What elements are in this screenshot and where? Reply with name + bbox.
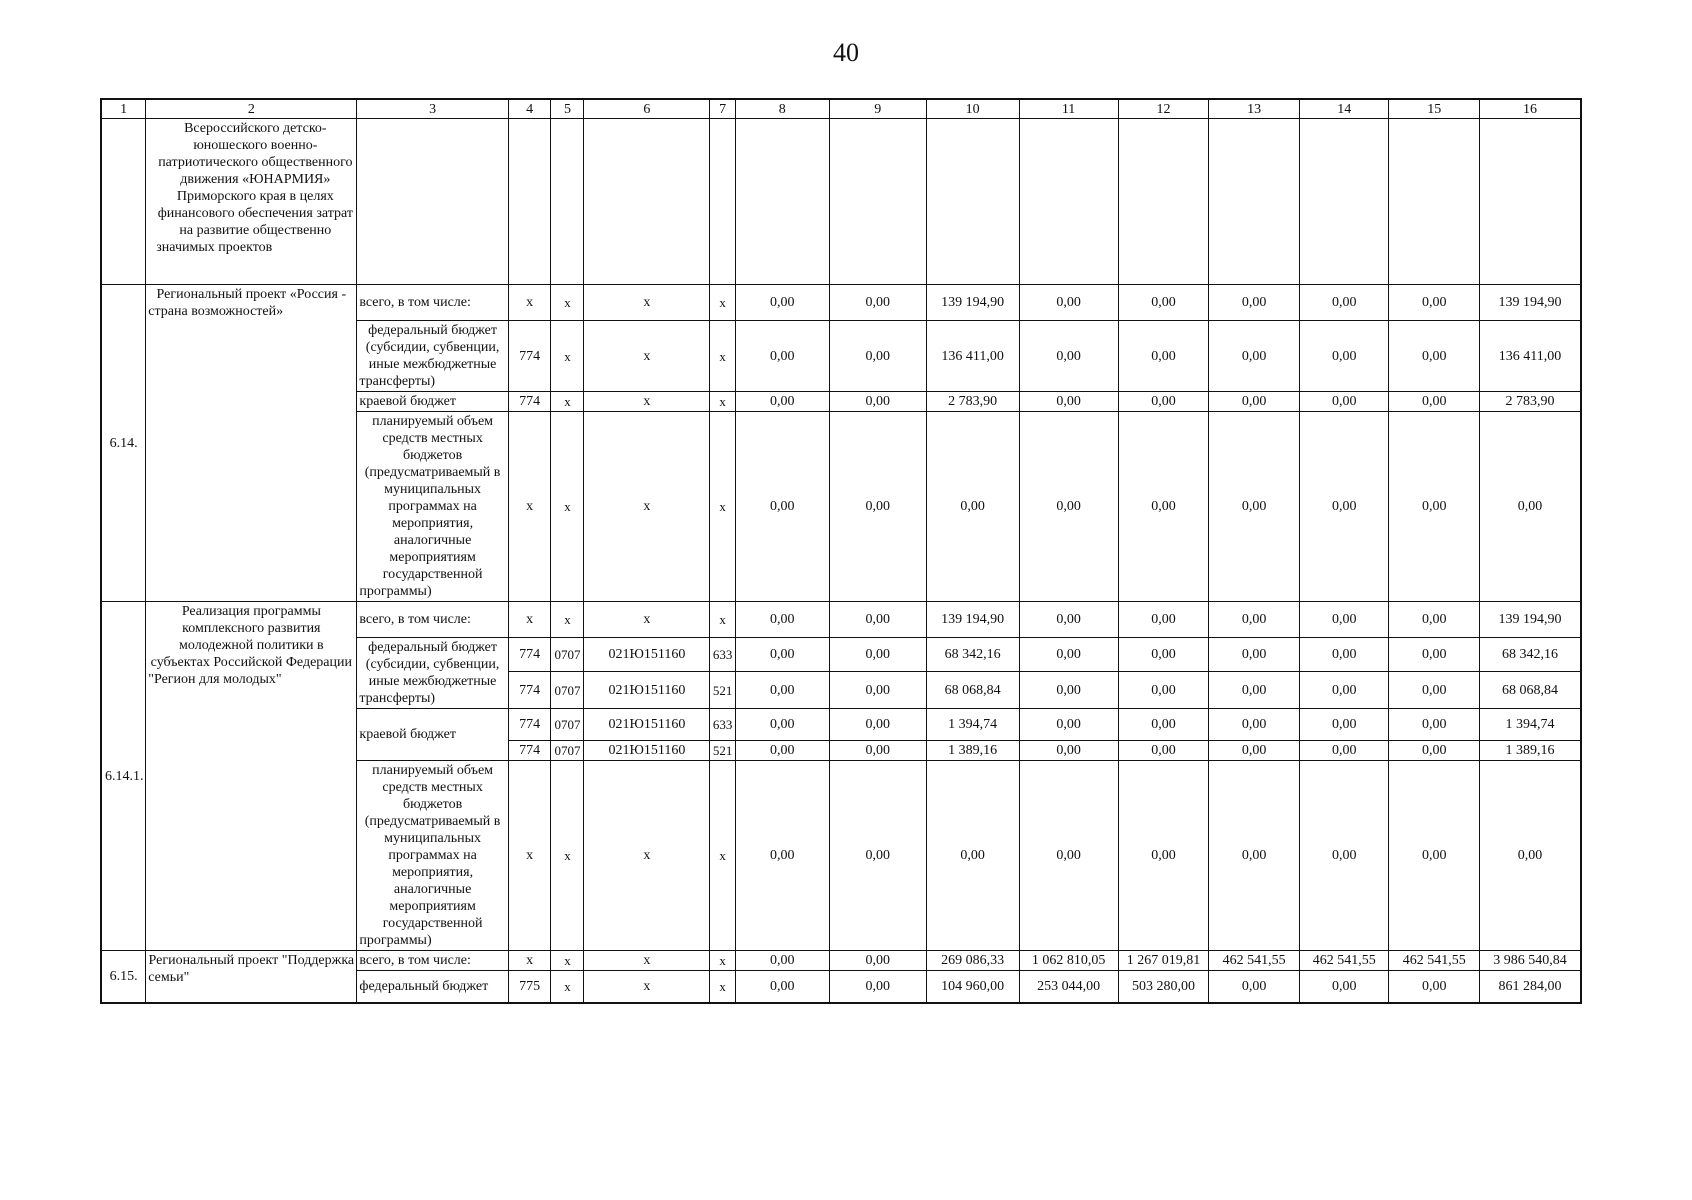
value-cell: 0,00 <box>1299 971 1389 1003</box>
column-header: 9 <box>829 99 926 119</box>
empty-cell <box>1209 119 1300 285</box>
code-cell: 021Ю151160 <box>584 741 710 761</box>
value-cell: 0,00 <box>735 951 829 971</box>
value-cell: 0,00 <box>1299 285 1389 321</box>
value-cell: 253 044,00 <box>1019 971 1118 1003</box>
code-cell: x <box>508 761 551 951</box>
column-header: 14 <box>1299 99 1389 119</box>
value-cell: 0,00 <box>1118 392 1209 412</box>
row-number: 6.15. <box>101 951 146 1003</box>
code-cell: x <box>710 602 736 638</box>
value-cell: 68 342,16 <box>1480 638 1581 672</box>
value-cell: 0,00 <box>1299 602 1389 638</box>
table-row <box>101 285 1581 321</box>
empty-cell <box>1019 119 1118 285</box>
code-cell: x <box>584 285 710 321</box>
value-cell: 0,00 <box>1389 741 1480 761</box>
value-cell: 0,00 <box>735 602 829 638</box>
value-cell: 0,00 <box>1118 602 1209 638</box>
value-cell: 0,00 <box>1299 638 1389 672</box>
value-cell: 0,00 <box>1389 761 1480 951</box>
value-cell: 0,00 <box>829 672 926 709</box>
value-cell: 0,00 <box>829 951 926 971</box>
value-cell: 0,00 <box>1209 412 1300 602</box>
table-row <box>101 602 1581 638</box>
funding-source: краевой бюджет <box>357 709 508 761</box>
code-cell: 0707 <box>551 709 584 741</box>
item-name: Реализация программы комплексного развития молодежной политики в субъектах Российской Федерации "Регион для молодых" <box>146 602 357 951</box>
value-cell: 0,00 <box>1209 741 1300 761</box>
value-cell: 0,00 <box>735 761 829 951</box>
value-cell: 0,00 <box>829 321 926 392</box>
value-cell: 0,00 <box>1118 412 1209 602</box>
value-cell: 861 284,00 <box>1480 971 1581 1003</box>
funding-source: планируемый объем средств местных бюджетов (предусматриваемый в муниципальных программах на мероприятия, аналогичные мероприятиям государственной программы) <box>357 412 508 602</box>
code-cell: x <box>584 761 710 951</box>
value-cell: 1 394,74 <box>926 709 1019 741</box>
code-cell: 774 <box>508 709 551 741</box>
value-cell: 0,00 <box>1019 741 1118 761</box>
value-cell: 0,00 <box>1389 321 1480 392</box>
code-cell: x <box>551 971 584 1003</box>
column-header: 5 <box>551 99 584 119</box>
value-cell: 0,00 <box>1019 602 1118 638</box>
value-cell: 0,00 <box>1209 285 1300 321</box>
value-cell: 0,00 <box>1299 321 1389 392</box>
column-header: 6 <box>584 99 710 119</box>
value-cell: 462 541,55 <box>1299 951 1389 971</box>
value-cell: 0,00 <box>1019 392 1118 412</box>
value-cell: 0,00 <box>1019 709 1118 741</box>
value-cell: 0,00 <box>1389 638 1480 672</box>
code-cell: x <box>551 285 584 321</box>
code-cell: x <box>710 971 736 1003</box>
value-cell: 0,00 <box>1299 412 1389 602</box>
funding-source: всего, в том числе: <box>357 951 508 971</box>
empty-cell <box>508 119 551 285</box>
value-cell: 0,00 <box>926 412 1019 602</box>
value-cell: 136 411,00 <box>1480 321 1581 392</box>
empty-cell <box>1480 119 1581 285</box>
value-cell: 0,00 <box>1118 672 1209 709</box>
value-cell: 462 541,55 <box>1209 951 1300 971</box>
value-cell: 0,00 <box>1209 709 1300 741</box>
value-cell: 1 267 019,81 <box>1118 951 1209 971</box>
value-cell: 0,00 <box>1209 602 1300 638</box>
value-cell: 0,00 <box>1019 672 1118 709</box>
empty-cell <box>551 119 584 285</box>
code-cell: 774 <box>508 672 551 709</box>
code-cell: x <box>584 602 710 638</box>
column-header: 16 <box>1480 99 1581 119</box>
value-cell: 0,00 <box>1118 709 1209 741</box>
value-cell: 0,00 <box>1209 638 1300 672</box>
value-cell: 0,00 <box>735 709 829 741</box>
funding-source: федеральный бюджет (субсидии, субвенции, иные межбюджетные трансферты) <box>357 638 508 709</box>
value-cell: 0,00 <box>1480 761 1581 951</box>
funding-source: всего, в том числе: <box>357 285 508 321</box>
value-cell: 0,00 <box>1019 321 1118 392</box>
value-cell: 2 783,90 <box>926 392 1019 412</box>
value-cell: 68 068,84 <box>1480 672 1581 709</box>
table-body <box>101 99 1581 1003</box>
code-cell: x <box>710 285 736 321</box>
code-cell: x <box>710 392 736 412</box>
value-cell: 68 068,84 <box>926 672 1019 709</box>
value-cell: 462 541,55 <box>1389 951 1480 971</box>
value-cell: 1 062 810,05 <box>1019 951 1118 971</box>
code-cell: 521 <box>710 672 736 709</box>
column-header: 10 <box>926 99 1019 119</box>
value-cell: 139 194,90 <box>926 602 1019 638</box>
value-cell: 0,00 <box>1299 672 1389 709</box>
value-cell: 139 194,90 <box>1480 285 1581 321</box>
code-cell: 774 <box>508 392 551 412</box>
empty-cell <box>926 119 1019 285</box>
value-cell: 0,00 <box>829 709 926 741</box>
continuation-row <box>101 119 1581 285</box>
continuation-name: Всероссийского детско-юношеского военно-патриотического общественного движения «ЮНАРМИЯ» Приморского края в целях финансового обеспечения затрат на развитие общественно значимых проектов <box>146 119 357 285</box>
code-cell: x <box>584 971 710 1003</box>
value-cell: 0,00 <box>1389 709 1480 741</box>
code-cell: x <box>584 321 710 392</box>
code-cell: x <box>584 951 710 971</box>
column-header: 7 <box>710 99 736 119</box>
empty-cell <box>357 119 508 285</box>
row-number-cell <box>101 119 146 285</box>
column-header: 13 <box>1209 99 1300 119</box>
value-cell: 68 342,16 <box>926 638 1019 672</box>
value-cell: 0,00 <box>1209 321 1300 392</box>
empty-cell <box>584 119 710 285</box>
code-cell: 633 <box>710 709 736 741</box>
value-cell: 0,00 <box>829 285 926 321</box>
value-cell: 0,00 <box>735 321 829 392</box>
code-cell: x <box>508 412 551 602</box>
page-number: 40 <box>833 38 859 67</box>
value-cell: 3 986 540,84 <box>1480 951 1581 971</box>
value-cell: 0,00 <box>829 971 926 1003</box>
code-cell: 0707 <box>551 741 584 761</box>
code-cell: 774 <box>508 321 551 392</box>
value-cell: 0,00 <box>735 392 829 412</box>
value-cell: 0,00 <box>926 761 1019 951</box>
code-cell: x <box>551 392 584 412</box>
row-number: 6.14.1. <box>101 602 146 951</box>
value-cell: 0,00 <box>1389 392 1480 412</box>
value-cell: 2 783,90 <box>1480 392 1581 412</box>
code-cell: 0707 <box>551 672 584 709</box>
value-cell: 0,00 <box>1118 285 1209 321</box>
budget-table <box>100 98 1582 1004</box>
value-cell: 0,00 <box>1389 602 1480 638</box>
row-number: 6.14. <box>101 285 146 602</box>
funding-source: краевой бюджет <box>357 392 508 412</box>
code-cell: x <box>551 412 584 602</box>
code-cell: x <box>508 602 551 638</box>
table-row <box>101 951 1581 971</box>
value-cell: 0,00 <box>1209 672 1300 709</box>
value-cell: 139 194,90 <box>926 285 1019 321</box>
column-header: 12 <box>1118 99 1209 119</box>
column-header: 11 <box>1019 99 1118 119</box>
code-cell: x <box>551 321 584 392</box>
column-header: 4 <box>508 99 551 119</box>
column-header: 2 <box>146 99 357 119</box>
value-cell: 0,00 <box>1299 741 1389 761</box>
value-cell: 503 280,00 <box>1118 971 1209 1003</box>
value-cell: 0,00 <box>1019 761 1118 951</box>
value-cell: 0,00 <box>735 412 829 602</box>
empty-cell <box>1299 119 1389 285</box>
code-cell: x <box>710 412 736 602</box>
item-name: Региональный проект "Поддержка семьи" <box>146 951 357 1003</box>
code-cell: x <box>508 285 551 321</box>
empty-cell <box>735 119 829 285</box>
column-header: 8 <box>735 99 829 119</box>
funding-source: планируемый объем средств местных бюджетов (предусматриваемый в муниципальных программах на мероприятия, аналогичные мероприятиям государственной программы) <box>357 761 508 951</box>
code-cell: x <box>551 761 584 951</box>
value-cell: 0,00 <box>1118 321 1209 392</box>
value-cell: 0,00 <box>829 392 926 412</box>
value-cell: 104 960,00 <box>926 971 1019 1003</box>
empty-cell <box>1389 119 1480 285</box>
value-cell: 0,00 <box>735 672 829 709</box>
code-cell: 774 <box>508 638 551 672</box>
value-cell: 0,00 <box>829 412 926 602</box>
value-cell: 0,00 <box>1118 761 1209 951</box>
value-cell: 0,00 <box>1118 638 1209 672</box>
item-name: Региональный проект «Россия - страна возможностей» <box>146 285 357 602</box>
value-cell: 0,00 <box>1299 709 1389 741</box>
value-cell: 0,00 <box>1019 412 1118 602</box>
empty-cell <box>710 119 736 285</box>
value-cell: 0,00 <box>735 741 829 761</box>
funding-source: федеральный бюджет <box>357 971 508 1003</box>
code-cell: x <box>710 321 736 392</box>
code-cell: 774 <box>508 741 551 761</box>
value-cell: 0,00 <box>1118 741 1209 761</box>
value-cell: 0,00 <box>1389 412 1480 602</box>
empty-cell <box>1118 119 1209 285</box>
code-cell: x <box>551 602 584 638</box>
code-cell: 521 <box>710 741 736 761</box>
value-cell: 0,00 <box>829 638 926 672</box>
value-cell: 0,00 <box>1480 412 1581 602</box>
value-cell: 0,00 <box>829 761 926 951</box>
code-cell: x <box>710 761 736 951</box>
funding-source: федеральный бюджет (субсидии, субвенции, иные межбюджетные трансферты) <box>357 321 508 392</box>
code-cell: 021Ю151160 <box>584 672 710 709</box>
value-cell: 0,00 <box>1209 971 1300 1003</box>
column-header: 15 <box>1389 99 1480 119</box>
code-cell: 0707 <box>551 638 584 672</box>
value-cell: 0,00 <box>1299 761 1389 951</box>
value-cell: 0,00 <box>1389 285 1480 321</box>
value-cell: 0,00 <box>829 741 926 761</box>
header-row <box>101 99 1581 119</box>
value-cell: 0,00 <box>735 971 829 1003</box>
empty-cell <box>829 119 926 285</box>
code-cell: 633 <box>710 638 736 672</box>
value-cell: 0,00 <box>1209 761 1300 951</box>
code-cell: 021Ю151160 <box>584 709 710 741</box>
value-cell: 0,00 <box>735 285 829 321</box>
value-cell: 0,00 <box>1299 392 1389 412</box>
value-cell: 269 086,33 <box>926 951 1019 971</box>
value-cell: 1 389,16 <box>1480 741 1581 761</box>
column-header: 1 <box>101 99 146 119</box>
code-cell: x <box>508 951 551 971</box>
code-cell: x <box>584 412 710 602</box>
value-cell: 0,00 <box>1209 392 1300 412</box>
value-cell: 0,00 <box>735 638 829 672</box>
value-cell: 0,00 <box>1019 285 1118 321</box>
value-cell: 136 411,00 <box>926 321 1019 392</box>
value-cell: 0,00 <box>1389 971 1480 1003</box>
value-cell: 0,00 <box>1389 672 1480 709</box>
code-cell: x <box>710 951 736 971</box>
value-cell: 139 194,90 <box>1480 602 1581 638</box>
code-cell: 021Ю151160 <box>584 638 710 672</box>
value-cell: 1 394,74 <box>1480 709 1581 741</box>
code-cell: 775 <box>508 971 551 1003</box>
value-cell: 0,00 <box>829 602 926 638</box>
column-header: 3 <box>357 99 508 119</box>
code-cell: x <box>584 392 710 412</box>
code-cell: x <box>551 951 584 971</box>
value-cell: 0,00 <box>1019 638 1118 672</box>
value-cell: 1 389,16 <box>926 741 1019 761</box>
funding-source: всего, в том числе: <box>357 602 508 638</box>
